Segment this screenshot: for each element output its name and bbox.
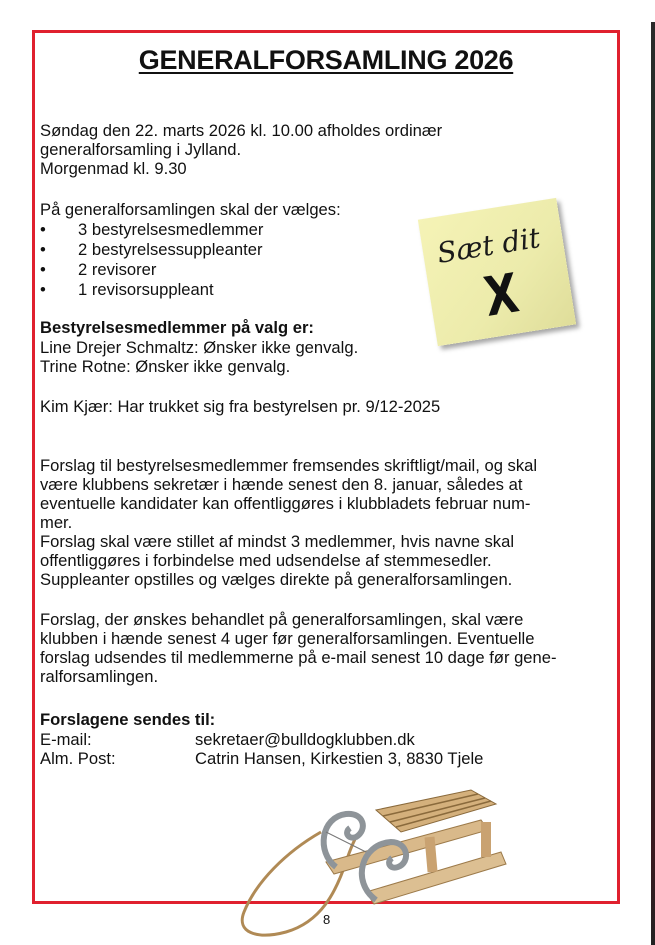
election-item xyxy=(40,260,156,280)
post-address: Catrin Hansen, Kirkestien 3, 8830 Tjele xyxy=(195,749,484,768)
nominations-line: Forslag skal være stillet af mindst 3 medlemmer, hvis navne skal xyxy=(40,532,515,551)
adjacent-page-edge xyxy=(651,22,655,945)
withdrawn-line: Kim Kjær: Har trukket sig fra bestyrelsen pr. 9/12-2025 xyxy=(40,397,441,416)
email-label: E-mail: xyxy=(40,730,92,749)
bullet-icon: • xyxy=(40,280,46,299)
proposals-line: Forslag, der ønskes behandlet på generalforsamlingen, skal være xyxy=(40,610,524,629)
sticky-note-mark: X xyxy=(480,261,523,329)
election-item xyxy=(40,220,263,240)
proposals-line: klubben i hænde senest 4 uger før generalforsamlingen. Eventuelle xyxy=(40,629,535,648)
sled-image xyxy=(226,782,516,942)
election-item-text: 1 revisorsuppleant xyxy=(78,280,214,299)
nominations-line: mer. xyxy=(40,513,73,532)
nominations-line: Suppleanter opstilles og vælges direkte på generalforsamlingen. xyxy=(40,570,513,589)
member-line: Line Drejer Schmaltz: Ønsker ikke genvalg. xyxy=(40,338,359,357)
bullet-icon: • xyxy=(40,240,46,259)
send-to-heading: Forslagene sendes til: xyxy=(40,710,216,729)
intro-line: Morgenmad kl. 9.30 xyxy=(40,159,187,178)
intro-line: generalforsamling i Jylland. xyxy=(40,140,242,159)
election-item-text: 2 revisorer xyxy=(78,260,157,279)
sled-leg xyxy=(481,822,491,857)
proposals-line: forslag udsendes til medlemmerne på e-mail senest 10 dage før gene- xyxy=(40,648,557,667)
bullet-icon: • xyxy=(40,260,46,279)
page-title xyxy=(35,45,617,76)
post-label: Alm. Post: xyxy=(40,749,116,768)
page-title-text: GENERALFORSAMLING 2026 xyxy=(138,45,514,75)
nominations-line: være klubbens sekretær i hænde senest den 8. januar, således at xyxy=(40,475,523,494)
nominations-line: Forslag til bestyrelsesmedlemmer fremsendes skriftligt/mail, og skal xyxy=(40,456,538,475)
intro-line: Søndag den 22. marts 2026 kl. 10.00 afholdes ordinær xyxy=(40,121,443,140)
members-heading: Bestyrelsesmedlemmer på valg er: xyxy=(40,318,314,337)
election-item-text: 3 bestyrelsesmedlemmer xyxy=(78,220,264,239)
proposals-line: ralforsamlingen. xyxy=(40,667,159,686)
page-frame xyxy=(32,30,620,904)
election-item-text: 2 bestyrelsessuppleanter xyxy=(78,240,263,259)
email-link[interactable]: sekretaer@bulldogklubben.dk xyxy=(195,730,415,749)
nominations-line: eventuelle kandidater kan offentliggøres i klubbladets februar num- xyxy=(40,494,531,513)
election-item xyxy=(40,280,214,300)
nominations-line: offentliggøres i forbindelse med udsendelse af stemmesedler. xyxy=(40,551,492,570)
member-line: Trine Rotne: Ønsker ikke genvalg. xyxy=(40,357,291,376)
election-item xyxy=(40,240,262,260)
election-heading: På generalforsamlingen skal der vælges: xyxy=(40,200,341,219)
page-number: 8 xyxy=(323,912,331,927)
sticky-note-image xyxy=(418,198,576,346)
sticky-note-text: Sæt dit xyxy=(434,221,543,270)
bullet-icon: • xyxy=(40,220,46,239)
sled-rope xyxy=(242,832,358,935)
